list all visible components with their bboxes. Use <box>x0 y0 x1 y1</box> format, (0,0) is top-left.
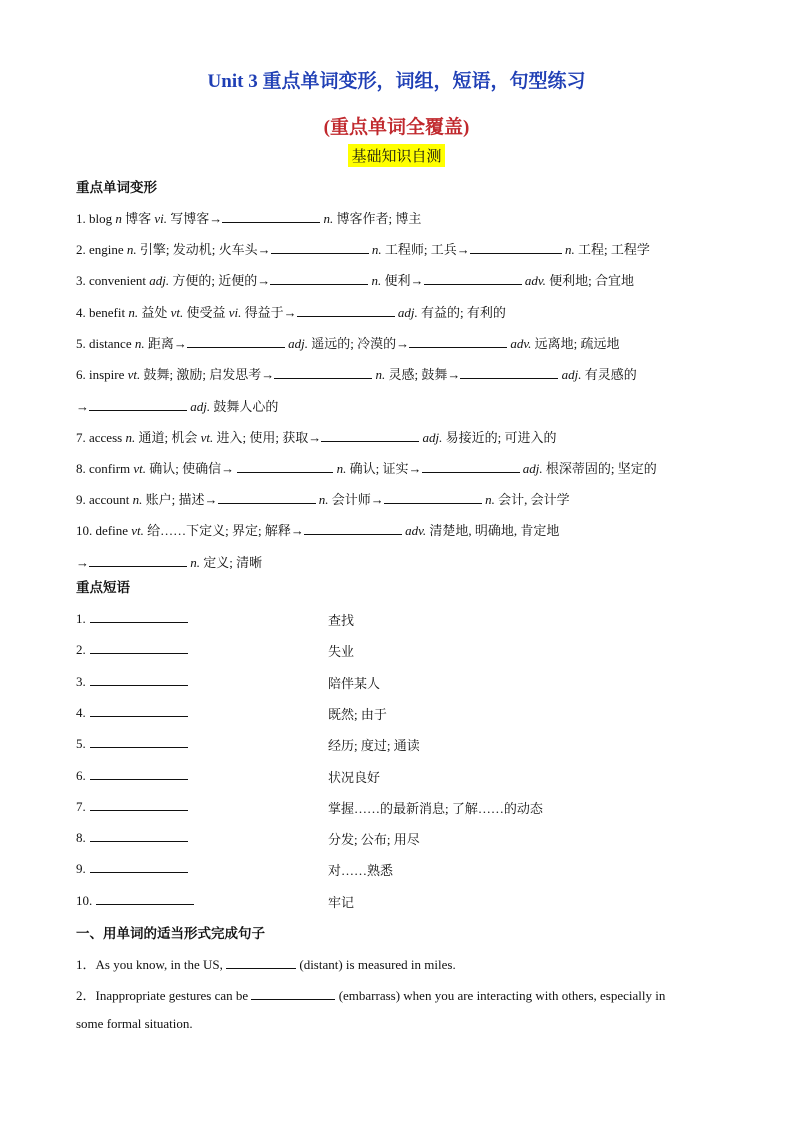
text: 便利→ <box>381 273 424 288</box>
phrase-row <box>76 829 726 846</box>
blank[interactable] <box>271 241 369 254</box>
blank[interactable] <box>270 272 368 285</box>
text: 清楚地, 明确地, 肯定地 <box>426 523 560 538</box>
phrase-row <box>76 735 726 752</box>
text: 使受益 <box>183 305 229 320</box>
text: 引擎; 发动机; 火车头→ <box>136 242 271 257</box>
phrase-number: 1. <box>76 611 86 626</box>
blank[interactable] <box>274 366 372 379</box>
blank[interactable] <box>218 491 316 504</box>
text: (distant) is measured in miles. <box>296 957 456 972</box>
pos: n. <box>371 242 382 257</box>
pos: vt. <box>170 305 184 320</box>
pos: n. <box>375 367 386 382</box>
phrase-blank[interactable] <box>90 735 188 748</box>
blank[interactable] <box>222 210 320 223</box>
word-line-2 <box>76 239 650 258</box>
word-line-1 <box>76 208 421 227</box>
section-heading-phrases: 重点短语 <box>76 580 130 595</box>
phrase-number: 10. <box>76 893 93 908</box>
text: 距离→ <box>144 336 187 351</box>
badge-wrap <box>0 144 793 167</box>
text: 确认; 证实→ <box>346 461 422 476</box>
text: 便利地; 合宜地 <box>545 273 634 288</box>
phrase-row <box>76 860 726 877</box>
text: 益处 <box>138 305 171 320</box>
text: 7. access <box>76 430 123 445</box>
sentence-2 <box>76 985 665 1004</box>
phrase-meaning: 经历; 度过; 通读 <box>328 738 420 753</box>
pos: adv. <box>524 273 546 288</box>
pos: adv. <box>405 523 427 538</box>
pos: n. <box>371 273 382 288</box>
phrase-blank[interactable] <box>96 892 194 905</box>
text: (embarrass) when you are interacting with others, especially in <box>335 988 666 1003</box>
text: 博客作者; 博主 <box>333 211 422 226</box>
phrase-number: 8. <box>76 830 86 845</box>
blank[interactable] <box>409 335 507 348</box>
text: 灵感; 鼓舞→ <box>385 367 461 382</box>
word-line-8 <box>76 458 657 477</box>
phrase-number: 6. <box>76 768 86 783</box>
sentence-2-cont <box>76 1016 193 1032</box>
blank[interactable] <box>187 335 285 348</box>
text: → <box>76 555 89 570</box>
pos: n. <box>134 336 145 351</box>
pos: adj. <box>522 461 543 476</box>
pos: vi. <box>228 305 242 320</box>
pos: adj. <box>561 367 582 382</box>
text: 遥远的; 冷漠的→ <box>307 336 410 351</box>
phrase-meaning: 牢记 <box>328 895 355 910</box>
text: 会计, 会计学 <box>494 492 570 507</box>
blank[interactable] <box>251 987 335 1000</box>
pos: vt. <box>127 367 141 382</box>
text: 易接近的; 可进入的 <box>442 430 557 445</box>
section-heading-words: 重点单词变形 <box>76 180 157 195</box>
page-title: Unit 3 重点单词变形，词组，短语，句型练习 <box>207 71 586 92</box>
text: 9. account <box>76 492 130 507</box>
phrase-row <box>76 641 726 658</box>
phrase-number: 2. <box>76 642 86 657</box>
phrase-number: 5. <box>76 736 86 751</box>
text: 3. convenient <box>76 273 147 288</box>
phrase-number: 4. <box>76 705 86 720</box>
phrase-blank[interactable] <box>90 641 188 654</box>
word-line-5 <box>76 333 620 352</box>
pos: vt. <box>131 523 144 538</box>
pos: n. <box>565 242 575 257</box>
text: 工程; 工程学 <box>574 242 650 257</box>
phrase-blank[interactable] <box>90 829 188 842</box>
pos: n <box>115 211 122 226</box>
pos: n. <box>336 461 347 476</box>
text: 2. engine <box>76 242 124 257</box>
blank[interactable] <box>304 522 402 535</box>
phrase-meaning: 状况良好 <box>328 770 381 785</box>
text: 账户; 描述→ <box>142 492 218 507</box>
pos: adj. <box>190 399 211 414</box>
phrase-meaning: 掌握……的最新消息; 了解……的动态 <box>328 801 543 816</box>
sentence-1 <box>76 954 456 973</box>
blank[interactable] <box>89 398 187 411</box>
phrase-row <box>76 610 726 627</box>
text: 鼓舞; 激励; 启发思考→ <box>140 367 275 382</box>
word-line-3 <box>76 270 634 289</box>
word-line-6-cont <box>76 396 278 415</box>
text: some formal situation. <box>76 1016 193 1031</box>
pos: n. <box>318 492 329 507</box>
text: 10. define <box>76 523 128 538</box>
section-heading-sentences: 一、用单词的适当形式完成句子 <box>76 926 265 941</box>
text: 8. confirm <box>76 461 131 476</box>
phrase-blank[interactable] <box>90 704 188 717</box>
phrase-meaning: 失业 <box>328 644 355 659</box>
text: 确认; 使确信→ <box>146 461 238 476</box>
phrase-row <box>76 798 726 815</box>
text: → <box>76 399 89 414</box>
pos: adv. <box>510 336 532 351</box>
phrase-row <box>76 767 726 784</box>
text: 有灵感的 <box>581 367 637 382</box>
word-line-9 <box>76 489 570 508</box>
text: 1．As you know, in the US, <box>76 957 227 972</box>
word-line-10-cont <box>76 552 262 571</box>
pos: vi. <box>154 211 168 226</box>
blank[interactable] <box>470 241 562 254</box>
phrase-meaning: 既然; 由于 <box>328 707 387 722</box>
pos: adj. <box>149 273 170 288</box>
text: 博客 <box>121 211 155 226</box>
blank[interactable] <box>321 429 419 442</box>
text: 方便的; 近便的→ <box>169 273 271 288</box>
blank[interactable] <box>89 554 187 567</box>
text: 得益于→ <box>241 305 297 320</box>
pos: n. <box>126 242 137 257</box>
phrase-number: 3. <box>76 674 86 689</box>
blank[interactable] <box>422 460 520 473</box>
blank[interactable] <box>237 460 333 473</box>
pos: n. <box>323 211 334 226</box>
phrase-blank[interactable] <box>90 798 188 811</box>
text: 通道; 机会 <box>135 430 201 445</box>
blank[interactable] <box>297 304 395 317</box>
phrase-blank[interactable] <box>90 860 188 873</box>
word-line-7 <box>76 427 556 446</box>
phrase-blank[interactable] <box>90 673 188 686</box>
text: 远离地; 疏远地 <box>531 336 620 351</box>
pos: adj. <box>288 336 308 351</box>
phrase-row <box>76 673 726 690</box>
blank[interactable] <box>460 366 558 379</box>
phrase-number: 9. <box>76 861 86 876</box>
pos: vt. <box>200 430 214 445</box>
text: 进入; 使用; 获取→ <box>213 430 322 445</box>
word-line-10 <box>76 520 559 539</box>
text: 根深蒂固的; 坚定的 <box>542 461 657 476</box>
phrase-meaning: 对……熟悉 <box>328 863 394 878</box>
pos: vt. <box>133 461 147 476</box>
highlight-badge: 基础知识自测 <box>348 144 444 167</box>
phrase-row <box>76 892 726 909</box>
text: 4. benefit <box>76 305 126 320</box>
text: 6. inspire <box>76 367 125 382</box>
text: 1. blog <box>76 211 113 226</box>
pos: adj. <box>397 305 418 320</box>
word-line-4 <box>76 302 506 321</box>
phrase-blank[interactable] <box>90 767 188 780</box>
blank[interactable] <box>226 956 296 969</box>
word-line-6 <box>76 364 637 383</box>
pos: n. <box>132 492 143 507</box>
text: 写博客→ <box>167 211 223 226</box>
text: 2．Inappropriate gestures can be <box>76 988 252 1003</box>
page-subtitle: (重点单词全覆盖) <box>323 117 470 138</box>
pos: n. <box>485 492 495 507</box>
pos: n. <box>125 430 136 445</box>
blank[interactable] <box>424 272 522 285</box>
pos: n. <box>190 555 200 570</box>
pos: adj. <box>422 430 443 445</box>
phrase-meaning: 陪伴某人 <box>328 676 381 691</box>
text: 5. distance <box>76 336 132 351</box>
pos: n. <box>128 305 139 320</box>
text: 定义; 清晰 <box>200 555 263 570</box>
text: 工程师; 工兵→ <box>381 242 470 257</box>
text: 有益的; 有利的 <box>417 305 506 320</box>
text: 给……下定义; 界定; 解释→ <box>143 523 304 538</box>
phrase-number: 7. <box>76 799 86 814</box>
phrase-row <box>76 704 726 721</box>
phrase-meaning: 查找 <box>328 613 355 628</box>
blank[interactable] <box>384 491 482 504</box>
phrase-meaning: 分发; 公布; 用尽 <box>328 832 420 847</box>
text: 会计师→ <box>328 492 384 507</box>
text: 鼓舞人心的 <box>210 399 279 414</box>
phrase-blank[interactable] <box>90 610 188 623</box>
